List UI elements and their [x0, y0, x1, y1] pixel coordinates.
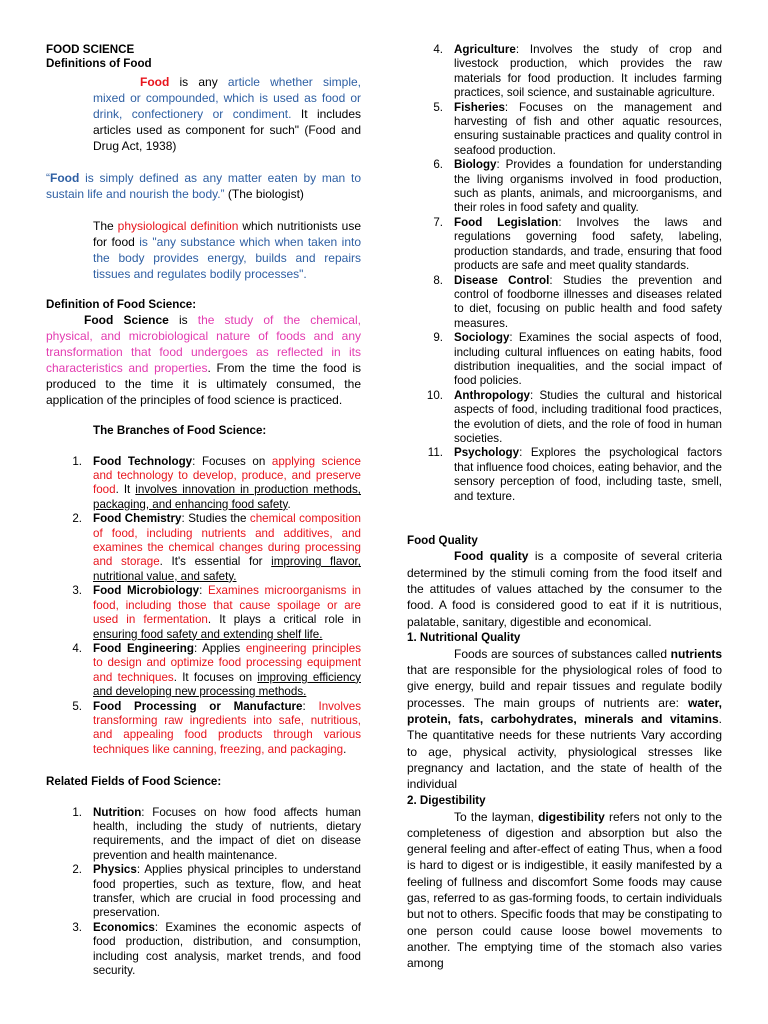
- list-item: 5. Fisheries: Focuses on the management and harvesting of fish and other aquatic resources, ensuring sustainable practices and quality control in seafood production.: [433, 100, 722, 157]
- nutritional-quality-heading: 1. Nutritional Quality: [407, 630, 521, 644]
- branches-list: [46, 455, 361, 758]
- related-fields-list: [46, 806, 361, 979]
- definition-2: “Food is simply defined as any matter eaten by man to sustain life and nourish the body.” (The biologist): [46, 170, 361, 201]
- related-fields-heading: Related Fields of Food Science:: [46, 775, 222, 789]
- definition-3: The physiological definition which nutritionists use for food is "any substance which when taken into the body provides energy, builds and repairs tissues and regulates bodily processes".: [93, 218, 361, 281]
- list-item: 11. Psychology: Explores the psychological factors that influence food choices, eating behavior, and the sensory perception of food, including taste, smell, and texture.: [427, 446, 722, 503]
- food-science-heading: Definition of Food Science:: [46, 297, 197, 311]
- list-item: 2. Food Chemistry: Studies the chemical composition of food, including nutrients and additives, and examines the chemical changes during processing and storage. It's essential for improving flavor, nutritional value, and safety.: [72, 512, 362, 583]
- related-fields-list-continued: [407, 43, 722, 504]
- list-item: 7. Food Legislation: Involves the laws and regulations governing food safety, labeling, production standards, and trade, ensuring that food products are safe and meet quality standards.: [433, 215, 722, 273]
- list-item: 10. Anthropology: Studies the cultural and historical aspects of food, including traditional food practices, the evolution of diets, and the role of food in human societies.: [426, 388, 722, 445]
- left-column: [46, 43, 361, 978]
- food-quality-definition: Food quality is a composite of several criteria determined by the stimuli coming from the food itself and the attitudes of values attached by the consumer to the food. A food is considered good to eat if it is nutritious, palatable, sanitary, digestible and economical.: [407, 549, 723, 629]
- document-title: FOOD SCIENCE: [46, 43, 135, 56]
- list-item: 6. Biology: Provides a foundation for understanding the living organisms involved in food production, such as plants, animals, and microorganisms, and their roles in food safety and quality.: [433, 158, 722, 215]
- nutritional-quality-text: Foods are sources of substances called nutrients that are responsible for the physiological roles of food to give energy, build and repair tissues and regulate bodily processes. The main groups of nutrients are: water, protein, fats, carbohydrates, minerals and vitamins. The quantitative needs for these nutrients Vary according to age, physical activity, physiological stresses like pregnancy and lactation, and the state of health of the individual: [407, 646, 722, 792]
- list-item: 4. Food Engineering: Applies engineering principles to design and optimize food processing equipment and techniques. It focuses on improving efficiency and developing new processing methods.: [72, 641, 362, 699]
- list-item: 5. Food Processing or Manufacture: Involves transforming raw ingredients into safe, nutritious, and appealing food products through various techniques like canning, freezing, and packaging.: [72, 699, 361, 756]
- list-item: 8. Disease Control: Studies the prevention and control of foodborne illnesses and diseases related to diet, focusing on public health and food safety measures.: [433, 273, 722, 330]
- digestibility-text: To the layman, digestibility refers not only to the completeness of digestion and absorption but also the general feeling and after-effect of eating Thus, when a food is hard to digest or is indigestible, it easily manifested by a feeling of fullness and discomfort Some foods may cause gas, referred to as gas-forming foods, to certain individuals but not to others. Specific foods that may be constipating to one person could cause loose bowel movements to another. The emptying time of the stomach also varies among: [407, 809, 722, 971]
- list-item: 1. Food Technology: Focuses on applying science and technology to develop, produce, and preserve food. It involves innovation in production methods, packaging, and enhancing food safety.: [72, 454, 361, 511]
- list-item: 2. Physics: Applies physical principles to understand food properties, such as texture, flow, and heat transfer, which are crucial in food processing and preservation.: [72, 863, 361, 920]
- list-item: 3. Economics: Examines the economic aspects of food production, distribution, and consumption, including cost analysis, market trends, and food security.: [72, 920, 361, 978]
- food-science-definition: Food Science is the study of the chemical, physical, and microbiological nature of foods and any transformation that food undergoes as reflected in its characteristics and properties. From the time the food is produced to the time it is ultimately consumed, the application of the principles of food science is practiced.: [46, 313, 361, 408]
- right-column: [407, 43, 722, 972]
- list-item: 9. Sociology: Examines the social aspects of food, including cultural influences on eating habits, food distribution inequalities, and the social impact of food policies.: [433, 331, 722, 388]
- definitions-subtitle: Definitions of Food: [46, 57, 152, 71]
- digestibility-heading: 2. Digestibility: [407, 793, 486, 807]
- list-item: 4. Agriculture: Involves the study of crop and livestock production, which provides the raw materials for food production. It includes farming practices, soil science, and sustainable agriculture.: [433, 43, 722, 100]
- definition-1: Food is any article whether simple, mixed or compounded, which is used as food or drink, confectionery or condiment. It includes articles used as component for such" (Food and Drug Act, 1938): [93, 74, 361, 153]
- branches-heading: The Branches of Food Science:: [93, 424, 267, 438]
- food-quality-heading: Food Quality: [407, 534, 478, 547]
- list-item: 1. Nutrition: Focuses on how food affects human health, including the study of nutrients, dietary requirements, and the impact of diet on disease prevention and health maintenance.: [72, 805, 361, 862]
- list-item: 3. Food Microbiology: Examines microorganisms in food, including those that cause spoilage or are used in fermentation. It plays a critical role in ensuring food safety and extending shelf life.: [72, 584, 361, 641]
